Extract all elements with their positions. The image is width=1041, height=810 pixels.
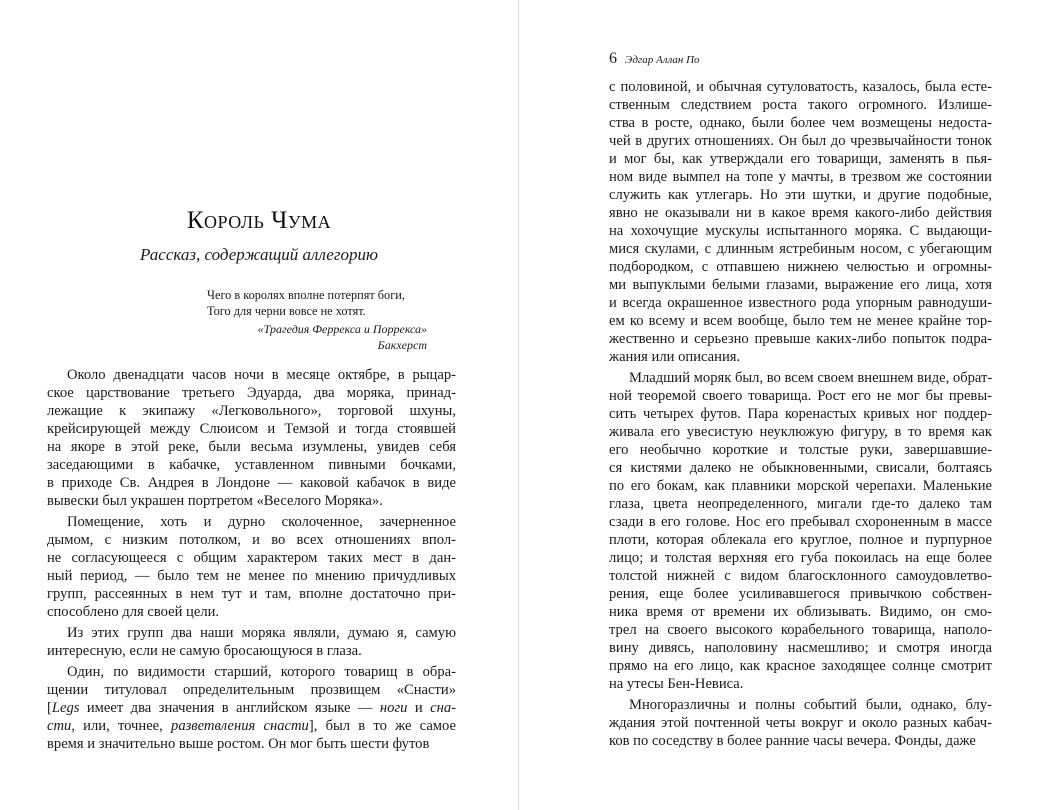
text-line: групп, рассеянных в нем тут и там, вполне достаточно при- — [47, 586, 456, 602]
epigraph-author: Бакхерст — [377, 338, 427, 352]
text-line: его необычно короткие и толстые руки, завершавшие- — [609, 442, 992, 458]
text-line: сти, или, точнее, разветвления снасти], был в то же самое — [47, 718, 456, 734]
text-line: не согласующееся с общим характером таких мест в дан- — [47, 550, 456, 566]
text-line: Около двенадцати часов ночи в месяце октябре, в рыцар- — [67, 367, 456, 383]
text-line: Младший моряк был, во всем своем внешнем виде, обрат- — [629, 370, 993, 386]
text-line: и мог бы, как утверждали его товарищи, заменять в пья- — [609, 151, 992, 167]
running-head — [609, 50, 700, 68]
text-line: и всегда окрашенное известного рода упорным равнодуши- — [609, 295, 992, 311]
text-line: дымом, с низким потолком, и во всех отношениях впол- — [47, 532, 456, 548]
text-line: [Legs имеет два значения в английском языке — ноги и сна- — [47, 700, 456, 716]
text-line: способлено для своей цели. — [47, 604, 220, 620]
text-line: прямо на его лицо, как красное заходящее солнце смотрит — [609, 658, 992, 674]
left-page — [0, 0, 518, 810]
text-line: интересную, если не самую бросающуюся в глаза. — [47, 643, 362, 659]
text-line: лицо; и толстая верхняя его губа покоилась на еще более — [609, 550, 992, 566]
text-line: ном виде вымпел на топе у мачты, в трезвом же состоянии — [609, 169, 992, 185]
text-line: явно не оказывали ни в какое время какого-либо действия — [609, 205, 992, 221]
text-line: вину дивясь, наполовину насмешливо; и смотря иногда — [609, 640, 992, 656]
text-line: трел на своего высокого корабельного товарища, наполо- — [609, 622, 992, 638]
text-line: ми выпуклыми белыми глазами, выражение его лица, хотя — [609, 277, 992, 293]
text-line: на утесы Бен-Невиса. — [609, 676, 744, 692]
text-line: жественно и серьезно превыше каких-либо попыток подра- — [609, 331, 992, 347]
right-body-text — [609, 78, 992, 750]
paragraph — [609, 78, 992, 366]
left-body-text — [47, 366, 456, 753]
paragraph — [47, 513, 456, 621]
text-line: на якоре в этой реке, были весьма изумлены, увидев себя — [47, 439, 456, 455]
epigraph-line: Того для черни вовсе не хотят. — [207, 304, 366, 318]
text-line: служить как утлегарь. Но эти шутки, и другие подобные, — [609, 187, 992, 203]
text-line: сить четырех футов. Пара коренастых кривых ног поддер- — [609, 406, 992, 422]
text-line: ждания этой почтенной четы вокруг и около разных кабач- — [609, 715, 992, 731]
epigraph — [207, 287, 427, 353]
text-line: глаза, цвета неопределенного, мигали где-то далеко там — [609, 496, 992, 512]
text-line: сзади в его голове. Нос его пребывал схороненным в массе — [609, 514, 992, 530]
running-head-author: Эдгар Аллан По — [625, 54, 700, 66]
epigraph-line: Чего в королях вполне потерпят боги, — [207, 288, 405, 302]
paragraph — [609, 369, 992, 693]
text-line: ника время от времени их облизывать. Видимо, он смо- — [609, 604, 992, 620]
text-line: ков по соседству в более ранние часы вечера. Фонды, даже — [609, 733, 976, 749]
text-line: ной теоремой своего товарища. Рост его не мог бы превы- — [609, 388, 992, 404]
text-line: вывески был украшен портретом «Веселого Моряка». — [47, 493, 383, 509]
text-line: время и значительно выше ростом. Он мог быть шести футов — [47, 736, 430, 752]
text-line: толстой нижней с видом благосклонного самоудовлетво- — [609, 568, 992, 584]
text-line: Из этих групп два наши моряка являли, думаю я, самую — [67, 625, 456, 641]
text-line: Один, по видимости старший, которого товарищ в обра- — [67, 664, 456, 680]
page-number: 6 — [609, 50, 617, 67]
text-line: ся кистями далеко не обыкновенными, свисали, болтаясь — [609, 460, 992, 476]
text-line: на хохочущие мускулы испытанного моряка. С выдающи- — [609, 223, 992, 239]
paragraph — [47, 663, 456, 753]
text-line: живала его увесистую неуклюжую фигуру, в то время как — [609, 424, 992, 440]
paragraph — [47, 366, 456, 510]
text-line: Помещение, хоть и дурно сколоченное, зачерненное — [67, 514, 456, 530]
text-line: лежащие к экипажу «Легковольного», торговой шхуны, — [47, 403, 456, 419]
text-line: по его бокам, как плавники морской черепахи. Маленькие — [609, 478, 992, 494]
text-line: ства в росте, однако, были более чем возмещены недоста- — [609, 115, 992, 131]
text-line: Многоразличны и полны событий были, однако, блу- — [629, 697, 992, 713]
text-line: мися скулами, с длинным ястребиным носом, с убегающим — [609, 241, 992, 257]
text-line: ственным следствием роста такого огромного. Излише- — [609, 97, 992, 113]
text-line: чей в других отношениях. Он был до чрезвычайности тонок — [609, 133, 992, 149]
text-line: ское царствование третьего Эдуарда, два моряка, принад- — [47, 385, 456, 401]
text-line: щении титуловал определительным прозвищем «Снасти» — [47, 682, 456, 698]
text-line: ем ко всему и всем вообще, было тем не менее крайне тор- — [609, 313, 992, 329]
paragraph — [609, 696, 992, 750]
story-subtitle: Рассказ, содержащий аллегорию — [140, 245, 378, 264]
text-line: ный период, — было тем не менее по мнению причудливых — [47, 568, 456, 584]
epigraph-source: «Трагедия Феррекса и Поррекса» — [257, 322, 427, 336]
text-line: плоти, которая облекала его круглое, полное и пурпурное — [609, 532, 992, 548]
right-page — [519, 0, 1041, 810]
text-line: с половиной, и обычная сутуловатость, казалось, была есте- — [609, 79, 992, 95]
text-line: подбородком, с отпавшею нижнею челюстью и огромны- — [609, 259, 992, 275]
text-line: крейсирующей между Слюисом и Темзой и тогда стоявшей — [47, 421, 456, 437]
story-title: Король Чума — [186, 207, 332, 234]
text-line: заседающими в кабачке, уставленном пивными бочками, — [47, 457, 456, 473]
text-line: в приходе Св. Андрея в Лондоне — каковой кабачок в виде — [47, 475, 456, 491]
text-line: рения, еще более усиливавшегося привычкою собствен- — [609, 586, 992, 602]
text-line: жания или описания. — [609, 349, 741, 365]
paragraph — [47, 624, 456, 660]
